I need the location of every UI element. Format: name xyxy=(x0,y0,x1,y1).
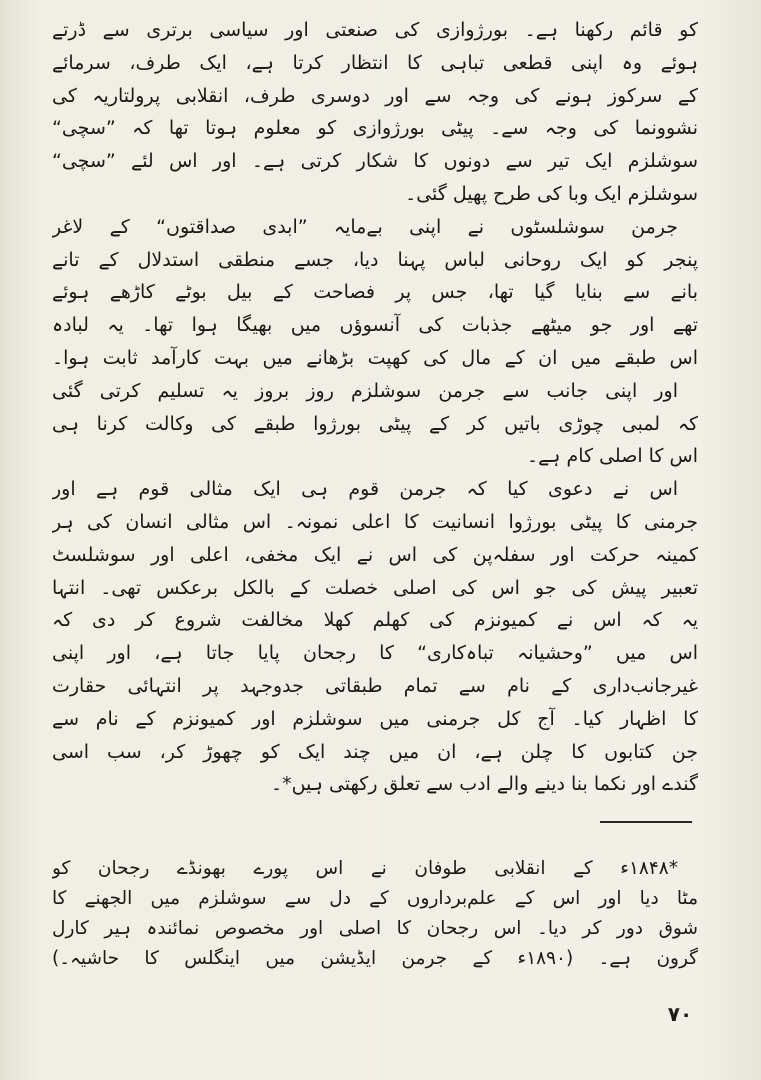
text-line: جرمن سوشلسٹوں نے اپنی بےمایہ ”ابدی صداقتوں“ کے لاغر xyxy=(52,215,678,238)
text-line: پنجر کو ایک روحانی لباس پہنا دیا، جسے منطقی استدلال کے تانے xyxy=(52,248,698,271)
text-line: کمینہ حرکت اور سفلہ‌پن کی اس نے ایک مخفی، اعلی اور سوشلسٹ xyxy=(52,543,698,566)
footnote-line: شوق دور کر دیا۔ اس رجحان کا اصلی اور مخصوص نمائندہ ہیر کارل xyxy=(52,918,698,939)
text-line: یہ کہ اس نے کمیونزم کی کھلم کھلا مخالفت شروع کر دی کہ xyxy=(52,609,698,632)
text-line: کے سرکوز ہونے کی وجہ سے اور دوسری طرف، انقلابی پرولتاریہ کی xyxy=(52,84,698,107)
text-line: غیرجانب‌داری کے نام سے تمام طبقاتی جدوجہد پر انتہائی حقارت xyxy=(52,674,698,697)
text-line: اور اپنی جانب سے جرمن سوشلزم روز بروز یہ تسلیم کرتی گئی xyxy=(52,379,678,402)
main-text xyxy=(52,14,698,801)
text-line: ہوئے وہ اپنی قطعی تباہی کا انتظار کرتا ہے، ایک طرف، سرمائے xyxy=(52,51,698,74)
footnote-line: گرون ہے۔ (۱۸۹۰ء کے جرمن ایڈیشن میں اینگلس کا حاشیہ۔) xyxy=(52,948,698,969)
footnote-line: *۱۸۴۸ء کے انقلابی طوفان نے اس پورے بھونڈے رجحان کو xyxy=(52,858,678,879)
text-line: اس طبقے میں ان کے مال کی کھپت بڑھانے میں بہت کارآمد ثابت ہوا۔ xyxy=(52,346,698,369)
page-number: ۷۰ xyxy=(667,1002,693,1026)
text-line: سوشلزم ایک وبا کی طرح پھیل گئی۔ xyxy=(405,182,698,205)
text-line: گندے اور نکما بنا دینے والے ادب سے تعلق رکھتی ہیں*۔ xyxy=(270,773,698,796)
text-line: جن کتابوں کا چلن ہے، ان میں چند ایک کو چھوڑ کر، سب اسی xyxy=(52,740,698,763)
text-line: اس میں ”وحشیانہ تباہ‌کاری“ کا رجحان پایا جاتا ہے، اور اپنی xyxy=(52,642,698,665)
footnote-divider xyxy=(600,821,692,823)
text-line: تعبیر پیش کی جو اس کی اصلی خصلت کے بالکل برعکس تھی۔ انتہا xyxy=(52,576,698,599)
footnote-line: مٹا دیا اور اس کے علم‌برداروں کے دل سے سوشلزم میں الجھنے کا xyxy=(52,888,698,909)
text-line: بانے سے بنایا گیا تھا، جس پر فصاحت کے بیل بوٹے کاڑھے ہوئے xyxy=(52,281,698,304)
text-line: کہ لمبی چوڑی باتیں کر کے پیٹی بورژوا طبقے کی وکالت کرنا ہی xyxy=(52,412,698,435)
text-line: کا اظہار کیا۔ آج کل جرمنی میں سوشلزم اور کمیونزم کے نام سے xyxy=(52,707,698,730)
text-line: نشوونما کی وجہ سے۔ پیٹی بورژوازی کو معلوم ہوتا تھا کہ ”سچی“ xyxy=(52,117,698,140)
footnote xyxy=(52,854,698,974)
text-line: کو قائم رکھنا ہے۔ بورژوازی کی صنعتی اور سیاسی برتری سے ڈرتے xyxy=(52,19,698,41)
text-line: تھے اور جو میٹھے جذبات کی آنسوؤں میں بھیگا ہوا تھا۔ یہ لبادہ xyxy=(52,314,698,337)
text-line: اس کا اصلی کام ہے۔ xyxy=(527,445,698,468)
text-line: جرمنی کا پیٹی بورژوا انسانیت کا اعلی نمونہ۔ اس مثالی انسان کی ہر xyxy=(52,510,698,533)
text-line: اس نے دعوی کیا کہ جرمن قوم ہی ایک مثالی قوم ہے اور xyxy=(52,478,678,501)
text-line: سوشلزم ایک تیر سے دونوں کا شکار کرتی ہے۔ اور اس لئے ”سچی“ xyxy=(52,150,698,173)
